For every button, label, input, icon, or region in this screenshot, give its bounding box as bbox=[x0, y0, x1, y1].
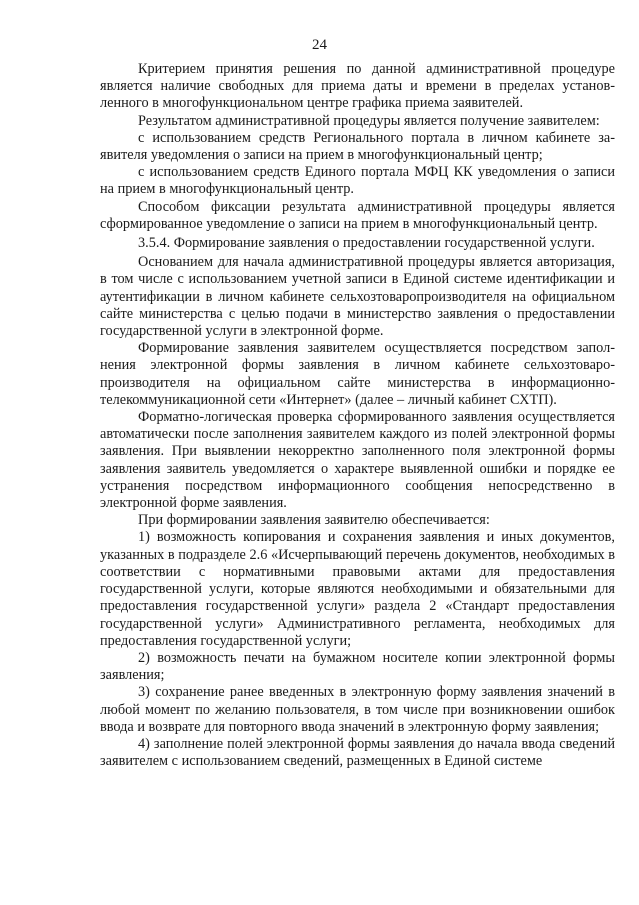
paragraph: Формирование заявления заявителем осуществляется посредством заполнения электронной формы заявления в личном кабинете сельхозтоваропроизводителя на официальном сайте министерства в информационно-телекоммуникационной сети «Интернет» (далее – личный кабинет СХТП). bbox=[100, 340, 615, 408]
page-number: 24 bbox=[312, 37, 327, 53]
paragraph: Критерием принятия решения по данной административной процедуре является наличие свободных для приема даты и времени в пределах установленного в многофункциональном центре графика приема заявителей. bbox=[100, 61, 615, 112]
list-item: 2) возможность печати на бумажном носителе копии электронной формы заявления; bbox=[100, 649, 615, 684]
paragraph: Основанием для начала административной процедуры является авторизация, в том числе с использованием учетной записи в Единой системе идентификации и аутентификации в личном кабинете сельхозтоваропроизводителя на официальном сайте министерства с целью подачи в министерство заявления о предоставлении государственной услуги в электронной форме. bbox=[100, 254, 615, 340]
paragraph: с использованием средств Регионального портала в личном кабинете заявителя уведомления о записи на прием в многофункциональный центр; bbox=[100, 129, 615, 164]
paragraph: Способом фиксации результата административной процедуры является сформированное уведомление о записи на прием в многофункциональный центр. bbox=[100, 198, 615, 232]
list-item: 4) заполнение полей электронной формы заявления до начала ввода сведений заявителем с использованием сведений, размещенных в Единой системе bbox=[100, 735, 615, 770]
paragraph: с использованием средств Единого портала МФЦ КК уведомления о записи на прием в многофункциональный центр. bbox=[100, 164, 615, 198]
document-body bbox=[100, 61, 615, 770]
section-heading: 3.5.4. Формирование заявления о предоставлении государственной услуги. bbox=[138, 235, 595, 252]
list-item: 1) возможность копирования и сохранения заявления и иных документов, указанных в подразделе 2.6 «Исчерпывающий перечень документов, необходимых в соответствии с нормативными правовыми актами для предоставления государственной услуги, которые являются необходимыми и обязательными для предоставления государственной услуги» раздела 2 «Стандарт предоставления государственной услуги» Административного регламента, необходимых для предоставления государственной услуги; bbox=[100, 529, 615, 649]
paragraph: Форматно-логическая проверка сформированного заявления осуществляется автоматически после заполнения заявителем каждого из полей электронной формы заявления. При выявлении некорректно заполненного поля электронной формы заявления заявитель уведомляется о характере выявленной ошибки и порядке ее устранения посредством информационного сообщения непосредственно в электронной форме заявления. bbox=[100, 409, 615, 512]
paragraph: При формировании заявления заявителю обеспечивается: bbox=[138, 512, 490, 529]
paragraph: Результатом административной процедуры является получение заявителем: bbox=[138, 112, 600, 129]
list-item: 3) сохранение ранее введенных в электронную форму заявления значений в любой момент по желанию пользователя, в том числе при возникновении ошибок ввода и возврате для повторного ввода значений в электронную форму заявления; bbox=[100, 684, 615, 735]
